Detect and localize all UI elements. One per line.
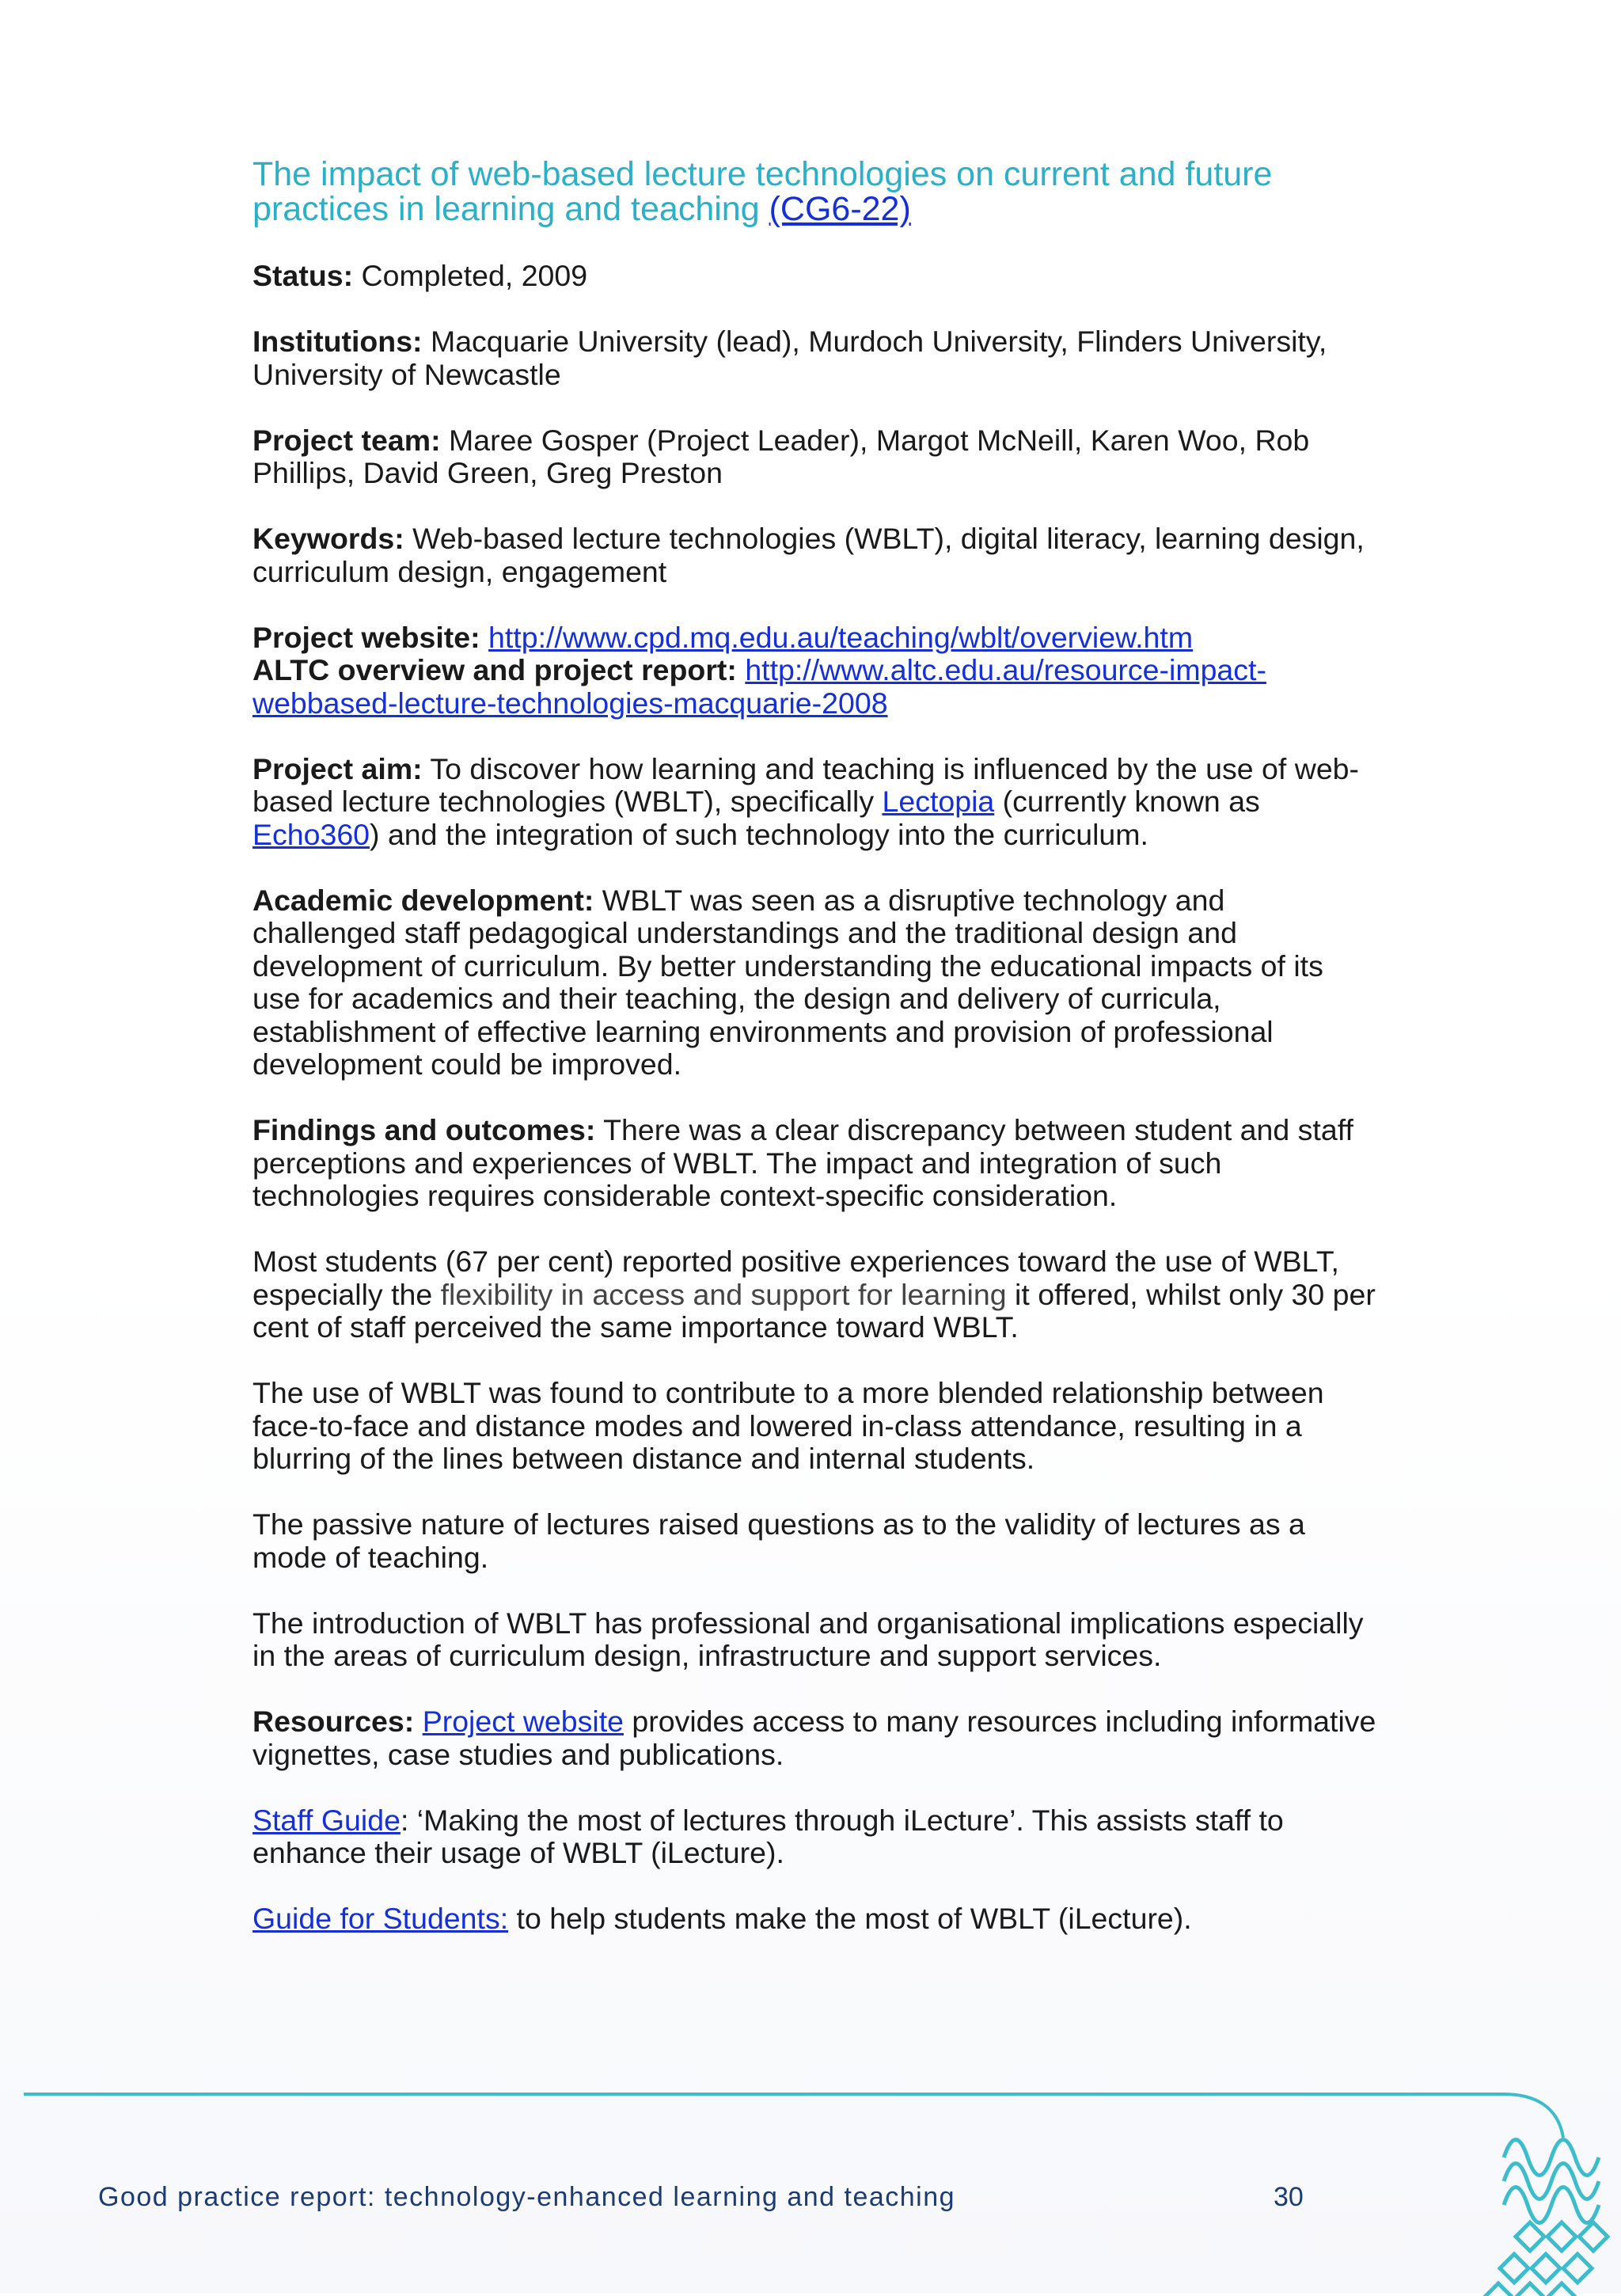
institutions-value: Macquarie University (lead), Murdoch University, Flinders University, University of Newcastle <box>252 325 1327 391</box>
project-aim-text-1: To discover how learning and teaching is influenced by the use of web-based lecture technologies (WBLT), specifically <box>252 752 1359 819</box>
altc-report-label: ALTC overview and project report: <box>252 653 737 686</box>
students-grey-text: flexibility in access and support for learning <box>441 1278 1007 1311</box>
passive-paragraph: The passive nature of lectures raised questions as to the validity of lectures as a mode of teaching. <box>252 1508 1376 1574</box>
staff-guide-link[interactable]: Staff Guide <box>252 1804 401 1837</box>
project-website-link[interactable]: http://www.cpd.mq.edu.au/teaching/wblt/overview.htm <box>488 621 1193 654</box>
keywords-value: Web-based lecture technologies (WBLT), digital literacy, learning design, curriculum design, engagement <box>252 522 1365 588</box>
lectopia-link[interactable]: Lectopia <box>882 785 994 818</box>
student-guide-value: to help students make the most of WBLT (iLecture). <box>508 1902 1192 1935</box>
altc-report-link[interactable]: http://www.altc.edu.au/resource-impact-webbased-lecture-technologies-macquarie-2008 <box>252 653 1266 720</box>
findings-label: Findings and outcomes: <box>252 1113 595 1146</box>
footer-page-number: 30 <box>1274 2182 1304 2213</box>
staff-guide-value: : ‘Making the most of lectures through iLecture’. This assists staff to enhance their usage of WBLT (iLecture). <box>252 1804 1284 1870</box>
institutions-line <box>252 325 1376 391</box>
resources-value: provides access to many resources including informative vignettes, case studies and publications. <box>252 1705 1376 1771</box>
blended-paragraph: The use of WBLT was found to contribute to a more blended relationship between face-to-face and distance modes and lowered in-class attendance, resulting in a blurring of the lines between distance and internal students. <box>252 1377 1376 1476</box>
resources-project-website-link[interactable]: Project website <box>423 1705 624 1738</box>
project-aim-text-3: ) and the integration of such technology into the curriculum. <box>370 818 1148 851</box>
document-body <box>252 157 1376 1968</box>
echo360-link[interactable]: Echo360 <box>252 818 370 851</box>
footer-report-title: Good practice report: technology-enhanced learning and teaching <box>98 2182 955 2213</box>
status-line <box>252 260 1376 293</box>
project-team-line <box>252 424 1376 490</box>
project-aim-label: Project aim: <box>252 752 423 785</box>
student-guide-paragraph <box>252 1903 1376 1936</box>
project-team-label: Project team: <box>252 424 441 457</box>
students-text-2: it offered, whilst only 30 per cent of staff perceived the same importance toward WBLT. <box>252 1278 1376 1344</box>
findings-paragraph <box>252 1114 1376 1213</box>
student-guide-link[interactable]: Guide for Students: <box>252 1902 508 1935</box>
project-title <box>252 157 1376 226</box>
students-text-1: Most students (67 per cent) reported positive experiences toward the use of WBLT, especially the <box>252 1245 1339 1311</box>
students-paragraph <box>252 1245 1376 1344</box>
keywords-label: Keywords: <box>252 522 404 555</box>
findings-value: There was a clear discrepancy between student and staff perceptions and experiences of WBLT. The impact and integration of such technologies requires considerable context-specific consideration. <box>252 1113 1353 1212</box>
footer-rule-line <box>24 2094 1563 2138</box>
wave-logo-icon <box>1484 2140 1608 2296</box>
resources-label: Resources: <box>252 1705 414 1738</box>
institutions-label: Institutions: <box>252 325 423 358</box>
project-website-line <box>252 622 1376 655</box>
academic-development-label: Academic development: <box>252 884 594 917</box>
altc-report-line <box>252 654 1376 720</box>
introduction-paragraph: The introduction of WBLT has professional and organisational implications especially in the areas of curriculum design, infrastructure and support services. <box>252 1607 1376 1673</box>
resources-paragraph <box>252 1705 1376 1771</box>
keywords-line <box>252 523 1376 588</box>
academic-development-paragraph <box>252 884 1376 1081</box>
project-aim-paragraph <box>252 753 1376 852</box>
status-label: Status: <box>252 259 353 292</box>
status-value: Completed, 2009 <box>353 259 587 292</box>
project-team-value: Maree Gosper (Project Leader), Margot McNeill, Karen Woo, Rob Phillips, David Green, Greg Preston <box>252 424 1309 490</box>
project-aim-text-2: (currently known as <box>994 785 1260 818</box>
academic-development-value: WBLT was seen as a disruptive technology and challenged staff pedagogical understandings and the traditional design and development of curriculum. By better understanding the educational impacts of its use for academics and their teaching, the design and delivery of curricula, establishment of effective learning environments and provision of professional development could be improved. <box>252 884 1323 1081</box>
staff-guide-paragraph <box>252 1804 1376 1870</box>
project-website-label: Project website: <box>252 621 480 654</box>
project-title-text: The impact of web-based lecture technologies on current and future practices in learning and teaching <box>252 155 1272 228</box>
project-code-link[interactable]: (CG6-22) <box>769 190 911 228</box>
